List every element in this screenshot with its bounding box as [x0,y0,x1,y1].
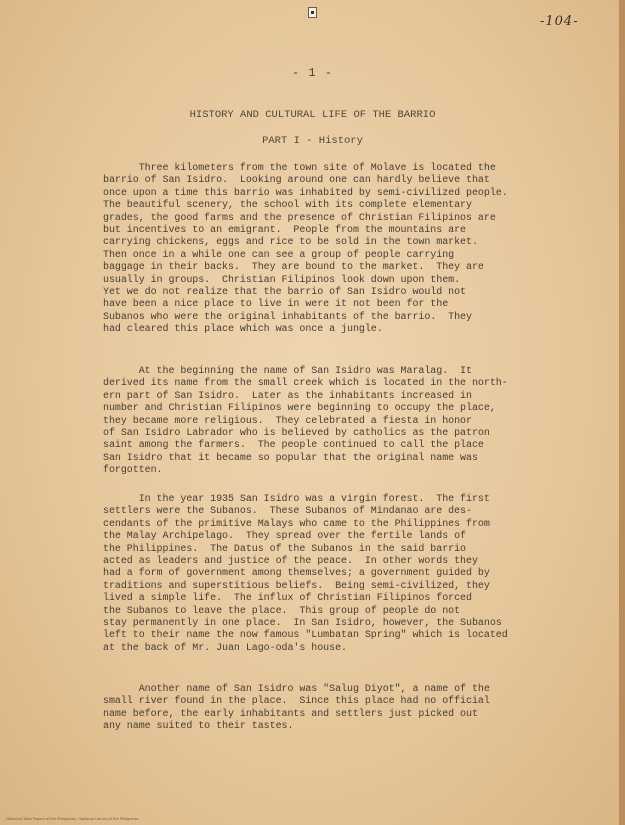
scan-footer: Historical Data Papers of the Philippines · National Library of the Philippines [6,817,139,821]
page-number: - 1 - [291,66,333,80]
paragraph-2: At the beginning the name of San Isidro was Maralag. It derived its name from the small creek which is located in the north- ern part of San Isidro. Later as the inhabitants increased in number and Christian Filipinos were beginning to occupy the place, they became more religious. They celebrated a fiesta in honor of San Isidro Labrador who is believed by catholics as the patron saint among the farmers. The people continued to call the place San Isidro that it became so popular that the original name was forgotten. [103,366,508,477]
section-heading: PART I - History [262,135,363,147]
paragraph-4: Another name of San Isidro was "Salug Diyot", a name of the small river found in the place. Since this place had no official name before, the early inhabitants and settlers just picked out any name suited to their tastes. [103,684,490,733]
handwritten-page-reference: -104- [540,14,579,29]
page-edge [619,0,625,825]
archive-tag-icon [308,7,317,18]
document-title: HISTORY AND CULTURAL LIFE OF THE BARRIO [189,109,436,121]
paragraph-1: Three kilometers from the town site of Molave is located the barrio of San Isidro. Looking around one can hardly believe that once upon a time this barrio was inhabited by semi-civilized people. The beautiful scenery, the school with its complete elementary grades, the good farms and the presence of Christian Filipinos are but incentives to an emigrant. People from the mountains are carrying chickens, eggs and rice to be sold in the town market. Then once in a while one can see a group of people carrying baggage in their backs. They are bound to the market. They are usually in groups. Christian Filipinos look down upon them. Yet we do not realize that the barrio of San Isidro would not have been a nice place to live in were it not been for the Subanos who were the original inhabitants of the barrio. They had cleared this place which was once a jungle. [103,163,508,336]
paragraph-3: In the year 1935 San Isidro was a virgin forest. The first settlers were the Subanos. These Subanos of Mindanao are des- cendants of the primitive Malays who came to the Philippines from the Malay Archipelago. They spread over the fertile lands of the Philippines. The Datus of the Subanos in the said barrio acted as leaders and justice of the peace. In other words they had a form of government among themselves; a government guided by traditions and superstitious beliefs. Being semi-civilized, they lived a simple life. The influx of Christian Filipinos forced the Subanos to leave the place. This group of people do not stay permanently in one place. In San Isidro, however, the Subanos left to their name the now famous "Lumbatan Spring" which is located at the back of Mr. Juan Lago-oda's house. [103,494,508,654]
